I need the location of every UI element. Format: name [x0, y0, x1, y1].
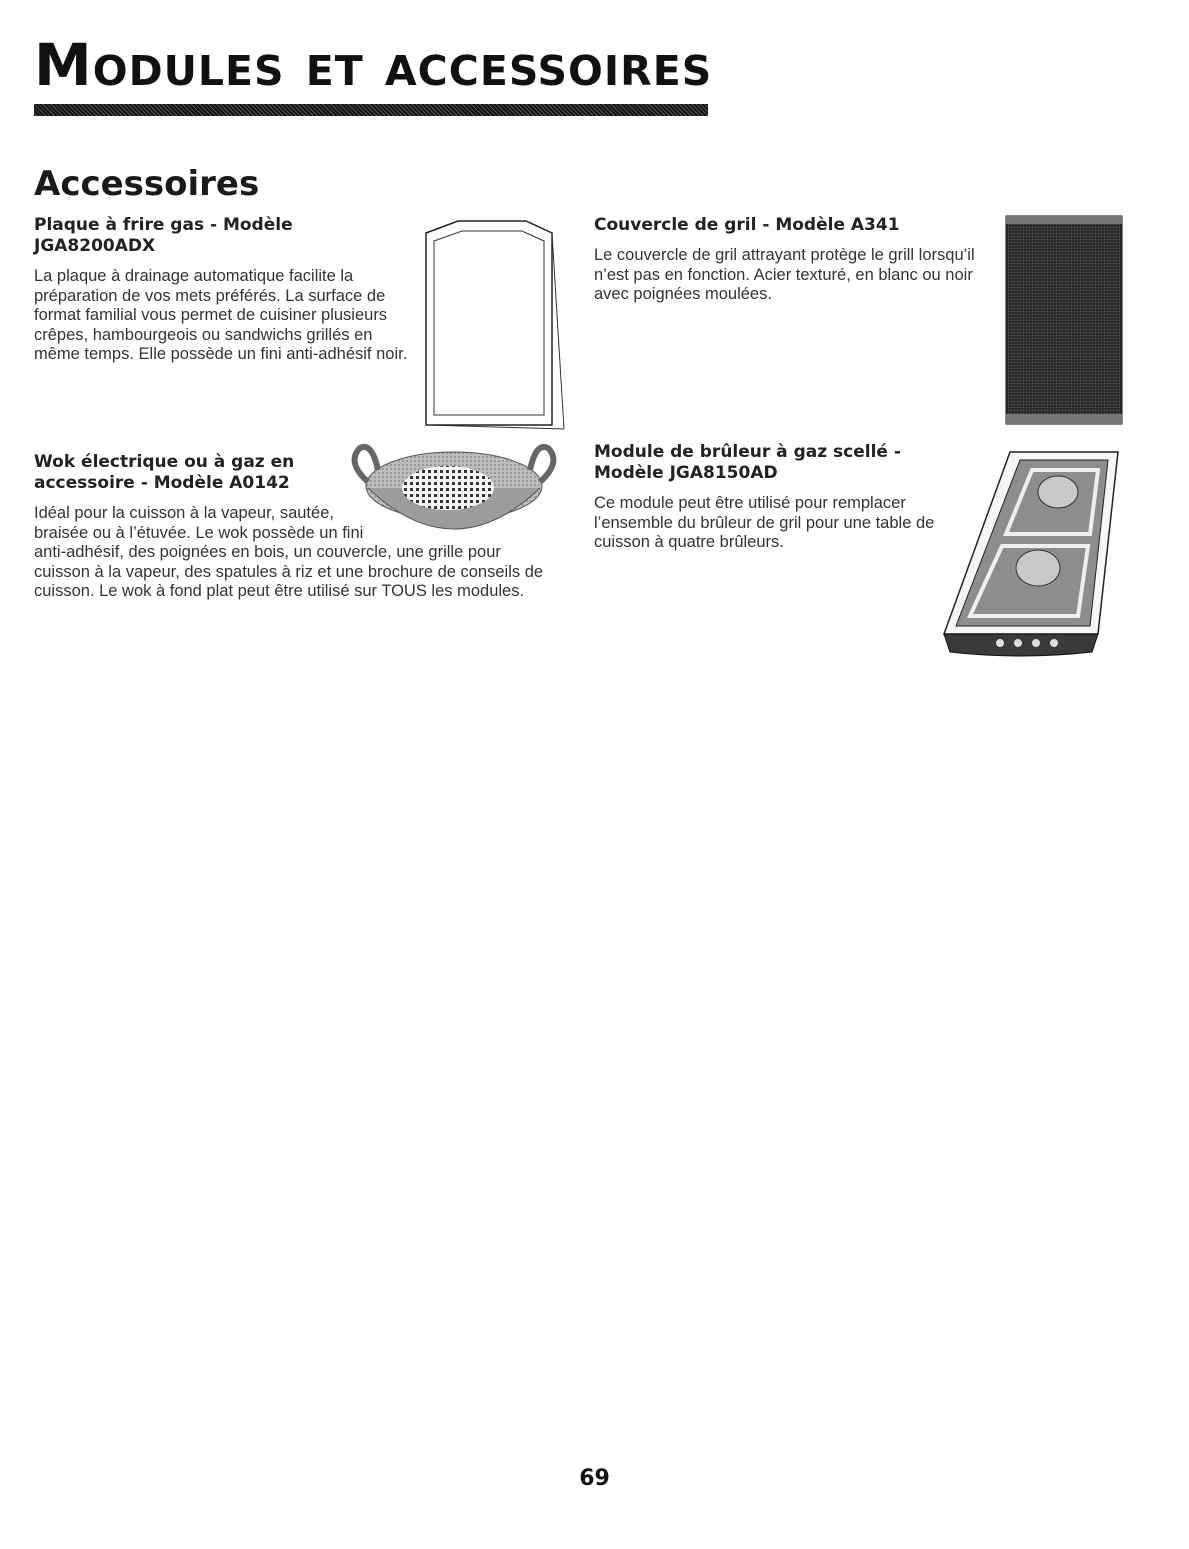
griddle-title-line2: JGA8200ADX — [34, 236, 156, 256]
wok-image — [338, 440, 570, 556]
burner-title — [594, 442, 954, 484]
page-number: 69 — [579, 1466, 610, 1491]
grill-cover-description: Le couvercle de gril attrayant protège le grill lorsqu’il n’est pas en fonction. Acier texturé, en blanc ou noir avec poignées moulées. — [594, 246, 975, 303]
page-title: Modules et accessoires — [34, 31, 713, 99]
burner-title-line2: Modèle JGA8150AD — [594, 463, 778, 483]
grill-cover-block — [594, 215, 990, 305]
wok-text-rest: anti-adhésif, des poignées en bois, un couvercle, une grille pour cuisson à la vapeur, des spatules à riz et une brochure de conseils de cuisson. Le wok à fond plat peut être utilisé sur TOUS les modules. — [34, 543, 544, 600]
section-title: Accessoires — [34, 164, 260, 204]
title-underline — [34, 104, 708, 116]
wok-text-line1: Idéal pour la cuisson à la vapeur, sautée, — [34, 504, 334, 522]
burner-description: Ce module peut être utilisé pour remplacer l’ensemble du brûleur de gril pour une table de cuisson à quatre brûleurs. — [594, 494, 935, 551]
griddle-image — [412, 215, 566, 433]
burner-block — [594, 442, 954, 553]
burner-title-line1: Module de brûleur à gaz scellé - — [594, 442, 901, 462]
grill-cover-title: Couvercle de gril - Modèle A341 — [594, 215, 900, 235]
wok-text-line2: braisée ou à l’étuvée. Le wok possède un fini — [34, 523, 364, 542]
grill-cover-image — [1004, 214, 1124, 426]
griddle-title-line1: Plaque à frire gas - Modèle — [34, 215, 293, 235]
griddle-block — [34, 215, 414, 365]
wok-title-line1: Wok électrique ou à gaz en — [34, 452, 295, 472]
burner-image — [940, 446, 1130, 664]
griddle-description: La plaque à drainage automatique facilite la préparation de vos mets préférés. La surface de format familial vous permet de cuisiner plusieurs crêpes, hambourgeois ou sandwichs grillés en même temps. Elle possède un fini anti-adhésif noir. — [34, 267, 408, 363]
griddle-title — [34, 215, 414, 257]
wok-title-line2: accessoire - Modèle A0142 — [34, 473, 290, 493]
